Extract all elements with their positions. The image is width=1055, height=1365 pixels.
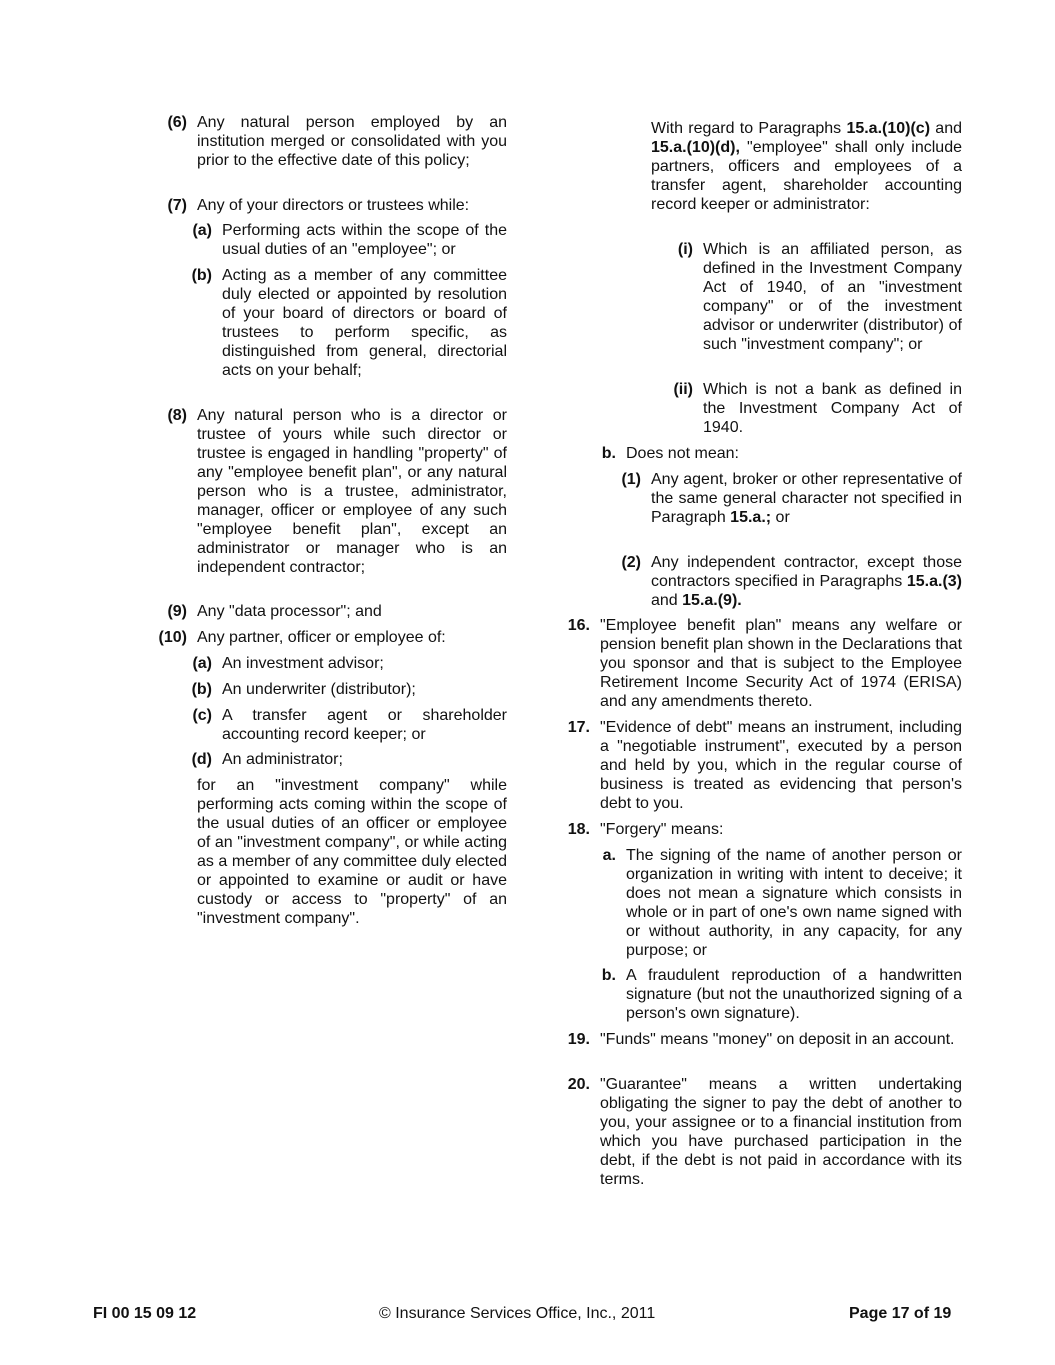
item-text: Any partner, officer or employee of:	[197, 629, 446, 646]
item-label: (9)	[167, 603, 187, 620]
item-text: The signing of the name of another person or organization in writing with intent to deceive; it does not mean a signature which consists in whole or in part of one's own name signed with or without authority, in any capacity, for any purpose; or	[626, 847, 962, 959]
bold-ref: 15.a.(9).	[682, 592, 742, 609]
text: and	[930, 120, 963, 137]
item-text: Any "data processor"; and	[197, 603, 382, 620]
copyright: © Insurance Services Office, Inc., 2011	[379, 1305, 656, 1322]
item-text	[651, 470, 962, 527]
item-label: (8)	[167, 407, 187, 424]
item-text: An administrator;	[222, 751, 343, 768]
item-text: "Employee benefit plan" means any welfare or pension benefit plan shown in the Declarations that you sponsor and that is subject to the Employee Retirement Income Security Act of 1974 (ERISA) and any amendments thereto.	[600, 617, 963, 710]
text: "employee" shall only include partners, officers and employees of a transfer agent, shareholder accounting record keeper or administrator:	[651, 139, 962, 213]
form-number: FI 00 15 09 12	[93, 1305, 197, 1322]
item-text: An investment advisor;	[222, 655, 384, 672]
item-label: (d)	[191, 751, 212, 768]
bold-ref: 15.a.(10)(d),	[651, 139, 740, 156]
item-label: b.	[601, 445, 616, 462]
item-text: "Forgery" means:	[600, 821, 724, 838]
text: Any independent contractor, except those contractors specified in Paragraphs	[651, 554, 962, 590]
text: Any agent, broker or other representative of the same general character not specified in Paragraph	[651, 471, 962, 526]
investment-company-paragraph: for an "investment company" while performing acts coming within the scope of the usual duties of an officer or employee of an "investment company", or while acting as a member of any committee duly elected or appointed to examine or audit or have custody or access to "property" of an "investment company".	[197, 777, 507, 927]
bold-ref: 15.a.(10)(c)	[846, 120, 931, 137]
item-label: (b)	[191, 267, 212, 284]
item-text: Acting as a member of any committee duly elected or appointed by resolution of your board of directors or board of trustees to perform specific, as distinguished from general, directorial acts on your behalf;	[222, 267, 507, 379]
item-label: (a)	[192, 655, 212, 672]
item-label: (6)	[167, 114, 187, 131]
item-text: An underwriter (distributor);	[222, 681, 416, 698]
item-label: b.	[601, 967, 616, 984]
item-text: A fraudulent reproduction of a handwritten signature (but not the unauthorized signing of a person's own signature).	[626, 967, 962, 1022]
text: and	[651, 592, 683, 609]
item-label: (ii)	[673, 381, 693, 398]
item-text: Does not mean:	[626, 445, 739, 462]
bold-ref: 15.a.(3)	[906, 573, 962, 590]
item-label: (b)	[191, 681, 212, 698]
text: or	[771, 509, 790, 526]
item-label: 20.	[567, 1076, 590, 1093]
item-text: A transfer agent or shareholder accounting record keeper; or	[222, 707, 507, 743]
page-number: Page 17 of 19	[849, 1305, 952, 1322]
item-text: "Funds" means "money" on deposit in an account.	[600, 1031, 955, 1048]
item-label: (a)	[192, 222, 212, 239]
item-label: a.	[602, 847, 616, 864]
item-label: (10)	[158, 629, 187, 646]
item-label: 19.	[567, 1031, 590, 1048]
item-label: 18.	[567, 821, 590, 838]
item-text	[651, 553, 962, 610]
item-text: Any of your directors or trustees while:	[197, 197, 470, 214]
text: With regard to Paragraphs	[651, 120, 847, 137]
item-text: "Evidence of debt" means an instrument, including a "negotiable instrument", executed by a person and held by you, which in the regular course of business is treated as evidencing that person's debt to you.	[600, 719, 962, 812]
item-label: (7)	[167, 197, 187, 214]
item-text: Any natural person employed by an institution merged or consolidated with you prior to the effective date of this policy;	[197, 114, 507, 169]
regard-paragraph	[651, 119, 962, 214]
item-label: 17.	[567, 719, 590, 736]
item-text: Any natural person who is a director or trustee of yours while such director or trustee is engaged in handling "property" of any "employee benefit plan", or any natural person who is a trustee, administrator, manager, officer or employee of any such "employee benefit plan", except an administrator or manager who is an independent contractor;	[197, 407, 507, 576]
item-label: (c)	[192, 707, 212, 724]
item-text: Which is not a bank as defined in the Investment Company Act of 1940.	[703, 381, 962, 436]
item-text: Which is an affiliated person, as defined in the Investment Company Act of 1940, of an "investment company" or of the investment advisor or underwriter (distributor) of such "investment company"; or	[703, 241, 962, 353]
item-label: (1)	[621, 471, 641, 488]
item-text: Performing acts within the scope of the usual duties of an "employee"; or	[222, 222, 507, 258]
item-label: (2)	[621, 554, 641, 571]
item-label: 16.	[567, 617, 590, 634]
item-label: (i)	[677, 241, 693, 258]
item-text: "Guarantee" means a written undertaking obligating the signer to pay the debt of another to you, your assignee or to a financial institution from which you have purchased participation in the debt, if the debt is not paid in accordance with its terms.	[600, 1076, 962, 1188]
bold-ref: 15.a.;	[730, 509, 772, 526]
